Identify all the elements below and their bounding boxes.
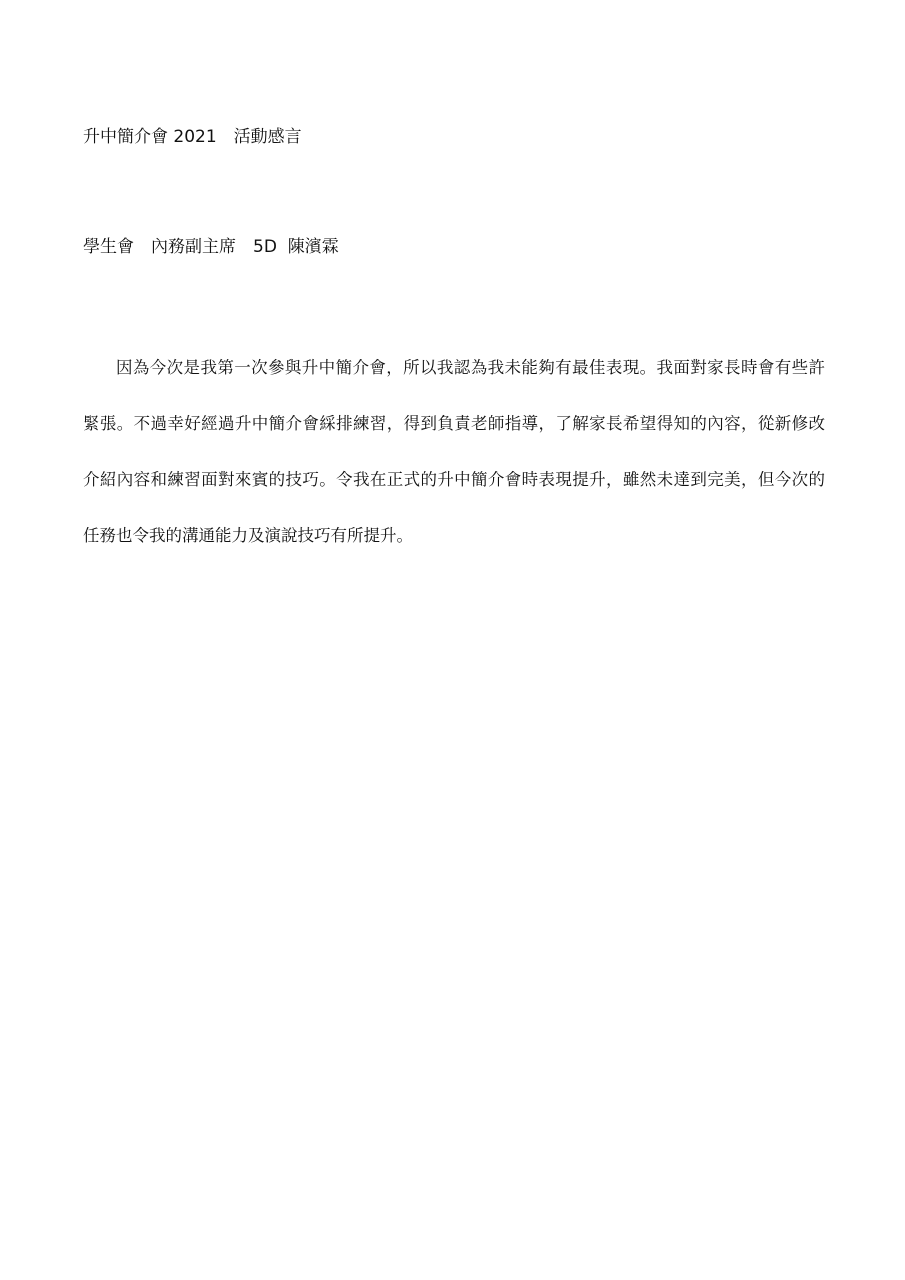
author-line: 學生會 內務副主席 5D 陳濱霖 bbox=[83, 237, 339, 257]
body-paragraph: 因為今次是我第一次參與升中簡介會，所以我認為我未能夠有最佳表現。我面對家長時會有些許緊張。不過幸好經過升中簡介會綵排練習，得到負責老師指導，了解家長希望得知的內容，從新修改介紹內容和練習面對來賓的技巧。令我在正式的升中簡介會時表現提升，雖然未達到完美，但今次的任務也令我的溝通能力及演說技巧有所提升。 bbox=[83, 358, 825, 545]
document-title: 升中簡介會 2021 活動感言 bbox=[83, 127, 302, 147]
